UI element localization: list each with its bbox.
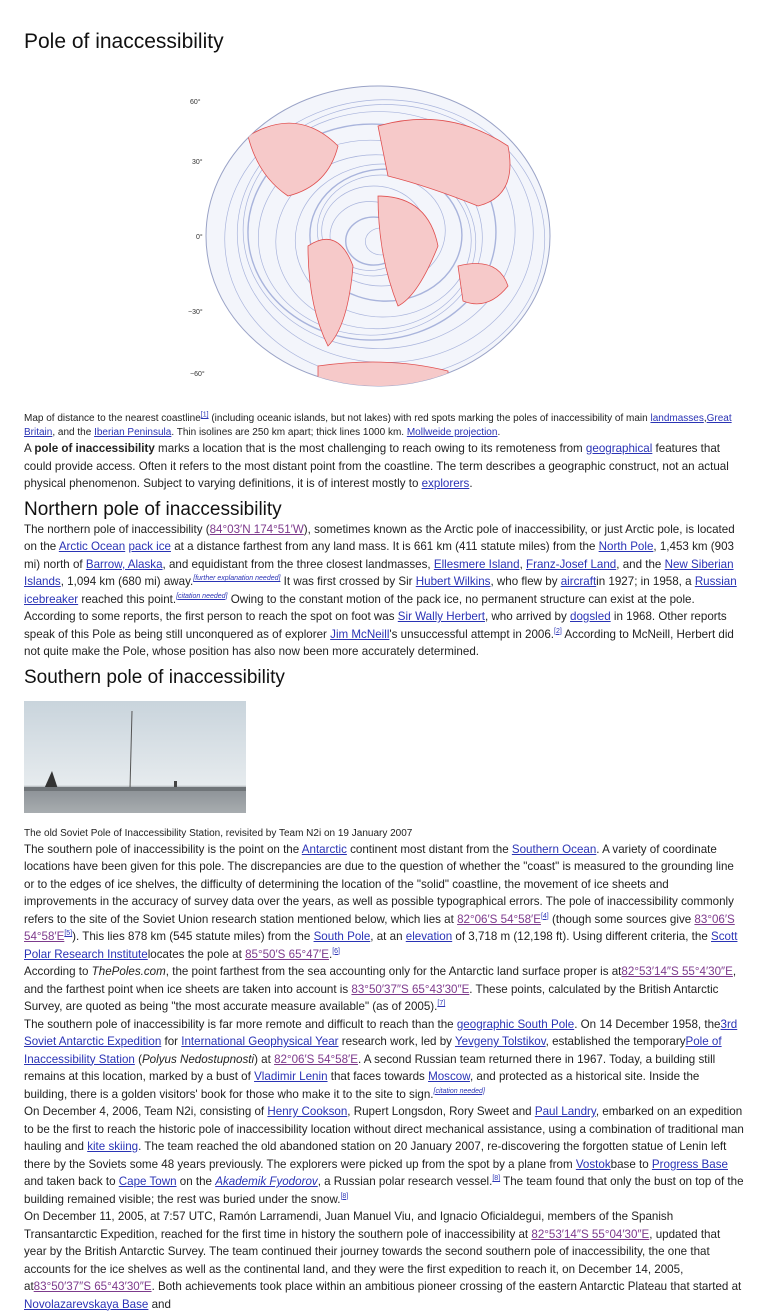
text-run: (including oceanic islands, but not lakes) with red spots marking the poles of inaccessibility of main bbox=[208, 413, 651, 424]
wiki-link[interactable]: Akademik Fyodorov bbox=[215, 1175, 318, 1188]
wiki-link[interactable]: Scott Polar Research Institute bbox=[24, 930, 738, 961]
text-run: in 1968. Other reports speak of this Pole as being still unconquered as of explorer bbox=[24, 610, 727, 641]
text-run: and taken back to bbox=[24, 1175, 119, 1188]
coordinates-link[interactable]: 83°50′37″S 65°43′30″E bbox=[33, 1280, 152, 1293]
text-run: On December 11, 2005, at 7:57 UTC, Ramón Larramendi, Juan Manuel Viu, and Ignacio Oficialdegui, members of the Spanish Transantarctic Expedition, reached for the first time in history the southern pole of inaccessibility at bbox=[24, 1210, 674, 1241]
distance-map-image bbox=[188, 76, 558, 394]
reference-anchor[interactable]: [2] bbox=[554, 627, 562, 635]
wiki-link[interactable]: explorers bbox=[421, 477, 470, 490]
wiki-link[interactable]: pack ice bbox=[128, 540, 171, 553]
text-run: , the point farthest from the sea accounting only for the Antarctic land surface proper is at bbox=[165, 965, 622, 978]
lat-label: 0° bbox=[196, 234, 203, 241]
wiki-link[interactable]: geographic South Pole bbox=[456, 1017, 575, 1031]
reference-anchor[interactable]: [citation needed] bbox=[433, 1087, 485, 1095]
text-run: , bbox=[703, 413, 707, 424]
text-run: reached this point. bbox=[78, 592, 177, 606]
text-run: , updated that year by the British Antarctic Survey. The team continued their journey towards the second southern pole of inaccessibility, the one that accounts for the ice shelves as well as the continental land, and they were the first expedition to reach it, on December 14, 2005, at bbox=[24, 1227, 721, 1293]
coordinates-link[interactable]: 84°03′N 174°51′W bbox=[209, 522, 304, 536]
text-run: The northern pole of inaccessibility ( bbox=[24, 522, 210, 536]
text-run: . bbox=[497, 427, 501, 438]
text-run: research work, led by bbox=[338, 1035, 455, 1048]
southern-paragraph bbox=[24, 1208, 744, 1313]
wiki-link[interactable]: Novolazarevskaya Base bbox=[24, 1297, 149, 1311]
bold-term: pole of inaccessibility bbox=[34, 442, 155, 455]
citation-needed-link[interactable] bbox=[434, 1088, 485, 1095]
text-run: , 1,453 km (903 mi) north of bbox=[24, 540, 734, 571]
wiki-link[interactable]: kite skiing bbox=[87, 1140, 139, 1153]
wiki-link[interactable]: Russian bbox=[694, 575, 737, 588]
coordinates-link[interactable]: 82°53′14″S 55°04′30″E bbox=[531, 1227, 650, 1241]
wiki-link[interactable]: Antarctic bbox=[301, 842, 347, 856]
intro-paragraph bbox=[24, 440, 744, 493]
wiki-link[interactable]: landmasses bbox=[650, 413, 704, 424]
text-run: at a distance farthest from any land mass. It is 661 km (411 statute miles) from the bbox=[170, 540, 599, 553]
wiki-link[interactable]: Franz-Josef Land bbox=[526, 557, 617, 571]
text-run: base to bbox=[610, 1157, 652, 1171]
wiki-link[interactable]: Jim McNeill bbox=[330, 627, 390, 641]
heading-southern-pole: Southern pole of inaccessibility bbox=[24, 666, 285, 688]
reference-link[interactable] bbox=[64, 930, 72, 937]
reference-link[interactable] bbox=[340, 1193, 348, 1200]
wiki-link[interactable]: dogsled bbox=[570, 610, 611, 623]
coordinates-link[interactable]: 82°53′14″S 55°4′30″E bbox=[621, 965, 733, 978]
coordinates-link[interactable]: 82°06′S 54°58′E bbox=[274, 1052, 358, 1066]
southern-paragraph bbox=[24, 841, 744, 964]
italic-text: Polyus Nedostupnosti bbox=[141, 1052, 255, 1066]
text-run: . A second Russian team returned there in 1967. Today, a building still remains at this location, marked by a bust of bbox=[24, 1052, 716, 1083]
page-title: Pole of inaccessibility bbox=[24, 30, 224, 53]
coordinates-link[interactable]: 83°50′37″S 65°43′30″E bbox=[351, 982, 470, 996]
text-run: features that could provide access. Often it refers to the most distant point from the coastline. The term describes a geographic construct, not an actual physical phenomenon. Subject to varying definitions, it is of interest mostly to bbox=[24, 442, 729, 490]
wiki-link[interactable]: International Geophysical Year bbox=[181, 1035, 339, 1048]
reference-anchor[interactable]: [6] bbox=[332, 947, 340, 955]
wiki-link[interactable]: 3rd Soviet Antarctic Expedition bbox=[24, 1017, 738, 1048]
wiki-link[interactable]: aircraft bbox=[560, 575, 597, 588]
text-run: , and the farthest point when ice sheets are taken into account is bbox=[24, 965, 737, 996]
reference-anchor[interactable]: [8] bbox=[340, 1192, 349, 1200]
text-run: The southern pole of inaccessibility is the point on the bbox=[24, 842, 302, 856]
text-run: According to bbox=[24, 965, 92, 978]
wiki-link[interactable]: Great Britain bbox=[24, 413, 732, 438]
lat-label: −30° bbox=[188, 309, 203, 316]
text-run: , established the temporary bbox=[545, 1035, 686, 1048]
text-run: The team found that only the bust on top of the building remained visible; the rest was buried under the snow. bbox=[24, 1175, 744, 1206]
reference-anchor[interactable]: [5] bbox=[64, 930, 73, 938]
text-run: , at an bbox=[370, 930, 406, 943]
reference-anchor[interactable]: [4] bbox=[540, 912, 549, 920]
lat-label: 60° bbox=[190, 99, 201, 106]
wiki-link[interactable]: New Siberian Islands bbox=[24, 557, 734, 588]
text-run: , embarked on an expedition to be the first to reach the historic pole of inaccessibility location without direct mechanical assistance, using a combination of traditional man hauling and bbox=[24, 1105, 744, 1153]
text-run: , who arrived by bbox=[484, 610, 571, 623]
wiki-link[interactable]: Vladimir Lenin bbox=[254, 1070, 328, 1083]
text-run: for bbox=[161, 1035, 182, 1048]
text-run: marks a location that is the most challenging to reach owing to its remoteness from bbox=[154, 442, 586, 455]
text-run: , and equidistant from the three closest landmasses, bbox=[162, 557, 434, 571]
text-run: It was first crossed by Sir bbox=[280, 575, 416, 588]
wiki-link[interactable]: icebreaker bbox=[24, 592, 79, 606]
wiki-link[interactable]: Vostok bbox=[575, 1157, 611, 1171]
map-caption bbox=[24, 412, 744, 440]
text-run: ), sometimes known as the Arctic pole of inaccessibility, or just Arctic pole, is located on the bbox=[24, 522, 735, 553]
wiki-link[interactable]: geographical bbox=[585, 442, 653, 455]
citation-needed-link[interactable] bbox=[176, 593, 227, 600]
reference-link[interactable] bbox=[201, 412, 209, 419]
text-run: , and the bbox=[616, 557, 665, 571]
reference-link[interactable] bbox=[437, 1000, 445, 1007]
wiki-link[interactable]: Southern Ocean bbox=[511, 842, 597, 856]
coordinates-link[interactable]: 85°50′S 65°47′E bbox=[245, 947, 329, 961]
lat-label: 30° bbox=[192, 159, 203, 166]
station-photo bbox=[24, 701, 246, 813]
text-run: . A variety of coordinate locations have been given for this pole. The discrepancies are due to the question of whether the "coast" is measured to the grounding line or to the edges of ice shelves, the difficulty of determining the location of the "solid" coastline, the movement of ice sheets and improvements in the accuracy of survey data over the years, as well as possible typographical errors. The pole of inaccessibility commonly refers to the site of the Soviet Union research station mentioned below, which lies at bbox=[24, 842, 734, 926]
text-run: . On 14 December 1958, the bbox=[574, 1017, 721, 1031]
text-run: (though some sources give bbox=[548, 912, 695, 926]
reference-anchor[interactable]: [1] bbox=[200, 411, 209, 419]
reference-link[interactable] bbox=[541, 913, 549, 920]
wiki-link[interactable]: Cape Town bbox=[118, 1175, 177, 1188]
reference-anchor[interactable]: [citation needed] bbox=[176, 592, 228, 600]
wiki-link[interactable]: Sir Wally Herbert bbox=[397, 610, 485, 623]
text-run: continent most distant from the bbox=[346, 842, 512, 856]
text-run: . The team reached the old abandoned station on 20 January 2007, re-discovering the forgotten statue of Lenin left there by the Soviets some 48 years previously. The explorers were picked up from the spot by a plane from bbox=[24, 1140, 727, 1171]
wiki-link[interactable]: Paul Landry bbox=[534, 1105, 596, 1118]
text-run: , a Russian polar research vessel. bbox=[317, 1175, 493, 1188]
text-run: locates the pole at bbox=[147, 947, 246, 961]
wiki-link[interactable]: Yevgeny Tolstikov bbox=[454, 1035, 546, 1048]
reference-anchor[interactable]: [8] bbox=[492, 1175, 501, 1183]
reference-link[interactable] bbox=[332, 948, 340, 955]
text-run: . These points, calculated by the British Antarctic Survey, are quoted as being "the most accurate measure available" (as of 2005). bbox=[24, 982, 719, 1013]
text-run: The southern pole of inaccessibility is far more remote and difficult to reach than the bbox=[24, 1017, 457, 1031]
wiki-link[interactable]: Barrow, Alaska bbox=[85, 557, 163, 571]
southern-paragraph bbox=[24, 963, 744, 1016]
heading-northern-pole: Northern pole of inaccessibility bbox=[24, 498, 282, 520]
text-run: . bbox=[328, 947, 333, 961]
wiki-link[interactable]: Progress Base bbox=[651, 1157, 728, 1171]
wiki-link[interactable]: Mollweide projection bbox=[406, 427, 498, 438]
reference-link[interactable] bbox=[554, 628, 562, 635]
citation-needed-link[interactable] bbox=[193, 575, 280, 582]
text-run: . bbox=[469, 477, 473, 490]
wiki-link[interactable]: Henry Cookson bbox=[267, 1105, 348, 1118]
reference-anchor[interactable]: [further explanation needed] bbox=[193, 575, 281, 583]
reference-link[interactable] bbox=[492, 1175, 500, 1182]
wiki-link[interactable]: Hubert Wilkins bbox=[415, 575, 491, 588]
text-run: A bbox=[24, 442, 35, 455]
text-run: ( bbox=[134, 1052, 142, 1066]
southern-paragraph bbox=[24, 1016, 744, 1104]
text-run: According to McNeill, Herbert did not quite make the Pole, whose position has also now been more accurately determined. bbox=[24, 627, 734, 658]
reference-anchor[interactable]: [7] bbox=[437, 1000, 446, 1008]
text-run: 's unsuccessful attempt in 2006. bbox=[389, 627, 555, 641]
text-run: ). This lies 878 km (545 statute miles) from the bbox=[72, 930, 314, 943]
northern-paragraph bbox=[24, 521, 744, 661]
text-run: that faces towards bbox=[327, 1070, 429, 1083]
wiki-link[interactable]: Arctic Ocean bbox=[58, 540, 126, 553]
text-run: , and the bbox=[52, 427, 95, 438]
text-run: . Thin isolines are 250 km apart; thick lines 1000 km. bbox=[171, 427, 407, 438]
italic-text: ThePoles.com bbox=[91, 965, 166, 978]
text-run: On December 4, 2006, Team N2i, consisting of bbox=[24, 1105, 268, 1118]
wiki-link[interactable]: Iberian Peninsula bbox=[94, 427, 172, 438]
coordinates-link[interactable]: 83°06′S 54°58′E bbox=[24, 912, 735, 943]
wiki-link[interactable]: Ellesmere Island bbox=[433, 557, 520, 571]
text-run: . Both achievements took place within an ambitious pioneer crossing of the eastern Antarctic Plateau that started at bbox=[151, 1280, 742, 1293]
text-run: on the bbox=[176, 1175, 216, 1188]
wiki-link[interactable]: elevation bbox=[405, 930, 453, 943]
text-run: in 1927; in 1958, a bbox=[596, 575, 695, 588]
text-run: ) at bbox=[254, 1052, 275, 1066]
text-run: , 1,094 km (680 mi) away. bbox=[60, 575, 194, 588]
wiki-link[interactable]: North Pole bbox=[598, 540, 654, 553]
text-run: , and protected as a historical site. Inside the building, there is a golden visitors' book for those who make it to the site to sign. bbox=[24, 1070, 700, 1101]
southern-paragraph bbox=[24, 1103, 744, 1208]
text-run: Owing to the constant motion of the pack ice, no permanent structure can exist at the pole. According to some reports, the first person to reach the spot on foot was bbox=[24, 592, 695, 623]
wiki-link[interactable]: Moscow bbox=[428, 1070, 470, 1083]
text-run: Map of distance to the nearest coastline bbox=[24, 413, 201, 424]
text-run: , bbox=[519, 557, 527, 571]
lat-label: −60° bbox=[190, 371, 205, 378]
wiki-link[interactable]: Pole of Inaccessibility Station bbox=[24, 1035, 722, 1066]
text-run: and bbox=[148, 1297, 171, 1311]
photo-caption: The old Soviet Pole of Inaccessibility Station, revisited by Team N2i on 19 January 2007 bbox=[24, 827, 413, 839]
text-run: , who flew by bbox=[490, 575, 561, 588]
coordinates-link[interactable]: 82°06′S 54°58′E bbox=[457, 912, 541, 926]
text-run: , Rupert Longsdon, Rory Sweet and bbox=[347, 1105, 535, 1118]
text-run: of 3,718 m (12,198 ft). Using different criteria, the bbox=[452, 930, 712, 943]
wiki-link[interactable]: South Pole bbox=[313, 930, 371, 943]
